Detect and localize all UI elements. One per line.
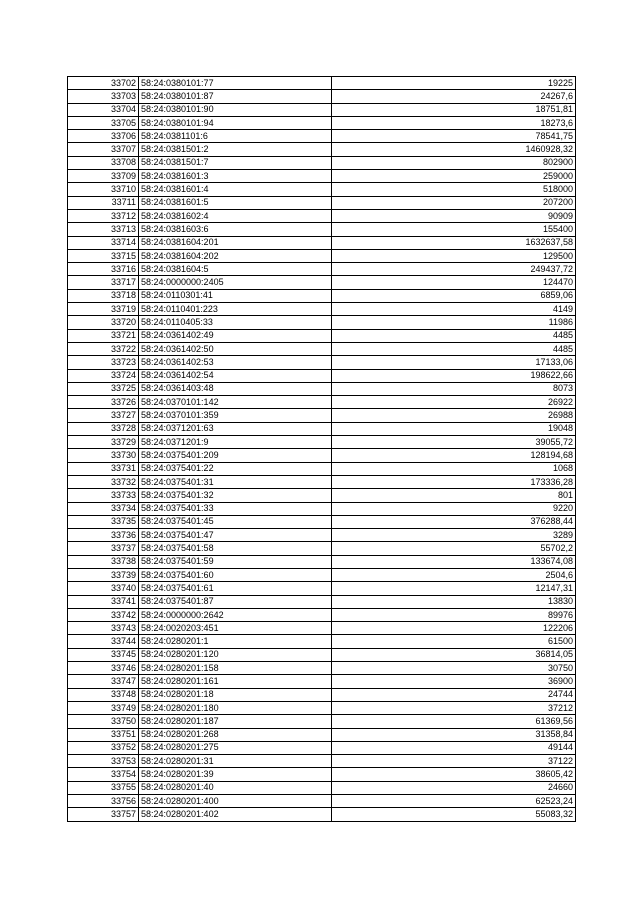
row-number-cell: 33715 <box>68 249 139 262</box>
cadastral-number-cell: 58:24:0375401:33 <box>139 502 332 515</box>
table-row <box>68 396 576 409</box>
table-row <box>68 568 576 581</box>
table-row <box>68 130 576 143</box>
cadastral-number-cell: 58:24:0375401:209 <box>139 449 332 462</box>
row-number-cell: 33727 <box>68 409 139 422</box>
row-number-cell: 33731 <box>68 462 139 475</box>
value-cell: 26988 <box>332 409 576 422</box>
cadastral-number-cell: 58:24:0280201:275 <box>139 741 332 754</box>
table-row <box>68 276 576 289</box>
row-number-cell: 33733 <box>68 489 139 502</box>
row-number-cell: 33714 <box>68 236 139 249</box>
row-number-cell: 33703 <box>68 90 139 103</box>
table-row <box>68 356 576 369</box>
value-cell: 19048 <box>332 422 576 435</box>
cadastral-number-cell: 58:24:0381604:202 <box>139 249 332 262</box>
data-table <box>67 76 576 822</box>
cadastral-number-cell: 58:24:0280201:1 <box>139 635 332 648</box>
value-cell: 49144 <box>332 741 576 754</box>
table-row <box>68 170 576 183</box>
table-row <box>68 715 576 728</box>
table-row <box>68 489 576 502</box>
table-row <box>68 329 576 342</box>
cadastral-number-cell: 58:24:0375401:32 <box>139 489 332 502</box>
value-cell: 11986 <box>332 316 576 329</box>
table-row <box>68 622 576 635</box>
row-number-cell: 33732 <box>68 475 139 488</box>
value-cell: 249437,72 <box>332 263 576 276</box>
cadastral-number-cell: 58:24:0280201:187 <box>139 715 332 728</box>
cadastral-number-cell: 58:24:0375401:31 <box>139 475 332 488</box>
value-cell: 259000 <box>332 170 576 183</box>
cadastral-number-cell: 58:24:0280201:31 <box>139 755 332 768</box>
cadastral-number-cell: 58:24:0280201:158 <box>139 662 332 675</box>
value-cell: 124470 <box>332 276 576 289</box>
value-cell: 198622,66 <box>332 369 576 382</box>
value-cell: 55083,32 <box>332 808 576 821</box>
cadastral-number-cell: 58:24:0381501:7 <box>139 156 332 169</box>
cadastral-number-cell: 58:24:0280201:268 <box>139 728 332 741</box>
row-number-cell: 33753 <box>68 755 139 768</box>
value-cell: 38605,42 <box>332 768 576 781</box>
cadastral-number-cell: 58:24:0371201:9 <box>139 436 332 449</box>
row-number-cell: 33734 <box>68 502 139 515</box>
value-cell: 6859,06 <box>332 289 576 302</box>
value-cell: 155400 <box>332 223 576 236</box>
row-number-cell: 33737 <box>68 542 139 555</box>
row-number-cell: 33743 <box>68 622 139 635</box>
cadastral-number-cell: 58:24:0381501:2 <box>139 143 332 156</box>
value-cell: 3289 <box>332 529 576 542</box>
cadastral-number-cell: 58:24:0280201:400 <box>139 795 332 808</box>
table-row <box>68 342 576 355</box>
table-row <box>68 529 576 542</box>
cadastral-number-cell: 58:24:0375401:87 <box>139 595 332 608</box>
value-cell: 26922 <box>332 396 576 409</box>
table-row <box>68 263 576 276</box>
row-number-cell: 33742 <box>68 608 139 621</box>
table-row <box>68 409 576 422</box>
cadastral-number-cell: 58:24:0110405:33 <box>139 316 332 329</box>
cadastral-number-cell: 58:24:0361403:48 <box>139 382 332 395</box>
value-cell: 207200 <box>332 196 576 209</box>
table-row <box>68 209 576 222</box>
row-number-cell: 33744 <box>68 635 139 648</box>
table-row <box>68 662 576 675</box>
table-row <box>68 183 576 196</box>
cadastral-number-cell: 58:24:0375401:61 <box>139 582 332 595</box>
cadastral-number-cell: 58:24:0110301:41 <box>139 289 332 302</box>
table-row <box>68 289 576 302</box>
table-row <box>68 156 576 169</box>
row-number-cell: 33717 <box>68 276 139 289</box>
row-number-cell: 33746 <box>68 662 139 675</box>
table-row <box>68 728 576 741</box>
table-row <box>68 90 576 103</box>
row-number-cell: 33757 <box>68 808 139 821</box>
row-number-cell: 33702 <box>68 77 139 90</box>
row-number-cell: 33750 <box>68 715 139 728</box>
row-number-cell: 33712 <box>68 209 139 222</box>
table-row <box>68 741 576 754</box>
table-row <box>68 462 576 475</box>
cadastral-number-cell: 58:24:0375401:59 <box>139 555 332 568</box>
value-cell: 4149 <box>332 303 576 316</box>
value-cell: 78541,75 <box>332 130 576 143</box>
value-cell: 18751,81 <box>332 103 576 116</box>
row-number-cell: 33752 <box>68 741 139 754</box>
table-row <box>68 635 576 648</box>
row-number-cell: 33721 <box>68 329 139 342</box>
row-number-cell: 33726 <box>68 396 139 409</box>
row-number-cell: 33741 <box>68 595 139 608</box>
row-number-cell: 33745 <box>68 648 139 661</box>
value-cell: 801 <box>332 489 576 502</box>
row-number-cell: 33755 <box>68 781 139 794</box>
cadastral-number-cell: 58:24:0361402:50 <box>139 342 332 355</box>
value-cell: 31358,84 <box>332 728 576 741</box>
row-number-cell: 33704 <box>68 103 139 116</box>
value-cell: 19225 <box>332 77 576 90</box>
value-cell: 9220 <box>332 502 576 515</box>
cadastral-number-cell: 58:24:0000000:2642 <box>139 608 332 621</box>
table-row <box>68 223 576 236</box>
value-cell: 518000 <box>332 183 576 196</box>
row-number-cell: 33713 <box>68 223 139 236</box>
row-number-cell: 33751 <box>68 728 139 741</box>
cadastral-number-cell: 58:24:0381601:5 <box>139 196 332 209</box>
table-row <box>68 515 576 528</box>
value-cell: 13830 <box>332 595 576 608</box>
table-row <box>68 196 576 209</box>
table-row <box>68 768 576 781</box>
value-cell: 17133,06 <box>332 356 576 369</box>
value-cell: 36814,05 <box>332 648 576 661</box>
value-cell: 1632637,58 <box>332 236 576 249</box>
cadastral-number-cell: 58:24:0280201:161 <box>139 675 332 688</box>
value-cell: 376288,44 <box>332 515 576 528</box>
cadastral-number-cell: 58:24:0280201:402 <box>139 808 332 821</box>
row-number-cell: 33738 <box>68 555 139 568</box>
cadastral-number-cell: 58:24:0375401:45 <box>139 515 332 528</box>
table-row <box>68 77 576 90</box>
value-cell: 37122 <box>332 755 576 768</box>
value-cell: 122206 <box>332 622 576 635</box>
row-number-cell: 33708 <box>68 156 139 169</box>
cadastral-number-cell: 58:24:0381602:4 <box>139 209 332 222</box>
row-number-cell: 33730 <box>68 449 139 462</box>
cadastral-number-cell: 58:24:0381601:4 <box>139 183 332 196</box>
table-row <box>68 475 576 488</box>
table-row <box>68 795 576 808</box>
cadastral-number-cell: 58:24:0370101:142 <box>139 396 332 409</box>
cadastral-number-cell: 58:24:0371201:63 <box>139 422 332 435</box>
table-row <box>68 316 576 329</box>
table-row <box>68 103 576 116</box>
cadastral-number-cell: 58:24:0375401:60 <box>139 568 332 581</box>
table-row <box>68 595 576 608</box>
table-body <box>68 77 576 822</box>
row-number-cell: 33756 <box>68 795 139 808</box>
row-number-cell: 33709 <box>68 170 139 183</box>
table-row <box>68 755 576 768</box>
row-number-cell: 33725 <box>68 382 139 395</box>
cadastral-number-cell: 58:24:0110401:223 <box>139 303 332 316</box>
value-cell: 30750 <box>332 662 576 675</box>
row-number-cell: 33718 <box>68 289 139 302</box>
value-cell: 89976 <box>332 608 576 621</box>
value-cell: 39055,72 <box>332 436 576 449</box>
row-number-cell: 33735 <box>68 515 139 528</box>
cadastral-number-cell: 58:24:0381604:5 <box>139 263 332 276</box>
cadastral-number-cell: 58:24:0280201:120 <box>139 648 332 661</box>
row-number-cell: 33736 <box>68 529 139 542</box>
value-cell: 1068 <box>332 462 576 475</box>
cadastral-number-cell: 58:24:0020203:451 <box>139 622 332 635</box>
row-number-cell: 33739 <box>68 568 139 581</box>
value-cell: 4485 <box>332 342 576 355</box>
table-row <box>68 688 576 701</box>
cadastral-number-cell: 58:24:0380101:87 <box>139 90 332 103</box>
value-cell: 55702,2 <box>332 542 576 555</box>
row-number-cell: 33719 <box>68 303 139 316</box>
row-number-cell: 33740 <box>68 582 139 595</box>
table-row <box>68 303 576 316</box>
row-number-cell: 33711 <box>68 196 139 209</box>
value-cell: 8073 <box>332 382 576 395</box>
cadastral-number-cell: 58:24:0361402:54 <box>139 369 332 382</box>
table-row <box>68 422 576 435</box>
cadastral-number-cell: 58:24:0361402:49 <box>139 329 332 342</box>
row-number-cell: 33749 <box>68 701 139 714</box>
value-cell: 18273,6 <box>332 116 576 129</box>
row-number-cell: 33729 <box>68 436 139 449</box>
value-cell: 61369,56 <box>332 715 576 728</box>
row-number-cell: 33723 <box>68 356 139 369</box>
value-cell: 1460928,32 <box>332 143 576 156</box>
value-cell: 24267,6 <box>332 90 576 103</box>
value-cell: 802900 <box>332 156 576 169</box>
table-row <box>68 781 576 794</box>
value-cell: 61500 <box>332 635 576 648</box>
table-row <box>68 143 576 156</box>
cadastral-number-cell: 58:24:0361402:53 <box>139 356 332 369</box>
cadastral-number-cell: 58:24:0280201:180 <box>139 701 332 714</box>
row-number-cell: 33722 <box>68 342 139 355</box>
table-row <box>68 701 576 714</box>
table-row <box>68 648 576 661</box>
table-row <box>68 382 576 395</box>
cadastral-number-cell: 58:24:0380101:94 <box>139 116 332 129</box>
table-row <box>68 502 576 515</box>
table-row <box>68 555 576 568</box>
value-cell: 24660 <box>332 781 576 794</box>
row-number-cell: 33724 <box>68 369 139 382</box>
table-row <box>68 249 576 262</box>
cadastral-number-cell: 58:24:0370101:359 <box>139 409 332 422</box>
table-row <box>68 369 576 382</box>
value-cell: 4485 <box>332 329 576 342</box>
value-cell: 133674,08 <box>332 555 576 568</box>
value-cell: 129500 <box>332 249 576 262</box>
table-row <box>68 236 576 249</box>
cadastral-number-cell: 58:24:0380101:77 <box>139 77 332 90</box>
row-number-cell: 33707 <box>68 143 139 156</box>
value-cell: 2504,6 <box>332 568 576 581</box>
row-number-cell: 33716 <box>68 263 139 276</box>
cadastral-number-cell: 58:24:0381604:201 <box>139 236 332 249</box>
row-number-cell: 33706 <box>68 130 139 143</box>
cadastral-number-cell: 58:24:0000000:2405 <box>139 276 332 289</box>
cadastral-number-cell: 58:24:0381101:6 <box>139 130 332 143</box>
value-cell: 128194,68 <box>332 449 576 462</box>
row-number-cell: 33754 <box>68 768 139 781</box>
value-cell: 62523,24 <box>332 795 576 808</box>
table-row <box>68 608 576 621</box>
cadastral-number-cell: 58:24:0375401:22 <box>139 462 332 475</box>
row-number-cell: 33705 <box>68 116 139 129</box>
cadastral-number-cell: 58:24:0280201:39 <box>139 768 332 781</box>
cadastral-number-cell: 58:24:0280201:40 <box>139 781 332 794</box>
cadastral-number-cell: 58:24:0381601:3 <box>139 170 332 183</box>
row-number-cell: 33728 <box>68 422 139 435</box>
row-number-cell: 33747 <box>68 675 139 688</box>
row-number-cell: 33710 <box>68 183 139 196</box>
cadastral-number-cell: 58:24:0375401:47 <box>139 529 332 542</box>
row-number-cell: 33748 <box>68 688 139 701</box>
table-row <box>68 436 576 449</box>
table-row <box>68 582 576 595</box>
value-cell: 12147,31 <box>332 582 576 595</box>
table-row <box>68 116 576 129</box>
table-row <box>68 675 576 688</box>
value-cell: 90909 <box>332 209 576 222</box>
table-row <box>68 449 576 462</box>
value-cell: 173336,28 <box>332 475 576 488</box>
value-cell: 37212 <box>332 701 576 714</box>
cadastral-number-cell: 58:24:0381603:6 <box>139 223 332 236</box>
table-row <box>68 542 576 555</box>
table-row <box>68 808 576 821</box>
value-cell: 24744 <box>332 688 576 701</box>
cadastral-number-cell: 58:24:0280201:18 <box>139 688 332 701</box>
cadastral-number-cell: 58:24:0375401:58 <box>139 542 332 555</box>
cadastral-number-cell: 58:24:0380101:90 <box>139 103 332 116</box>
row-number-cell: 33720 <box>68 316 139 329</box>
value-cell: 36900 <box>332 675 576 688</box>
